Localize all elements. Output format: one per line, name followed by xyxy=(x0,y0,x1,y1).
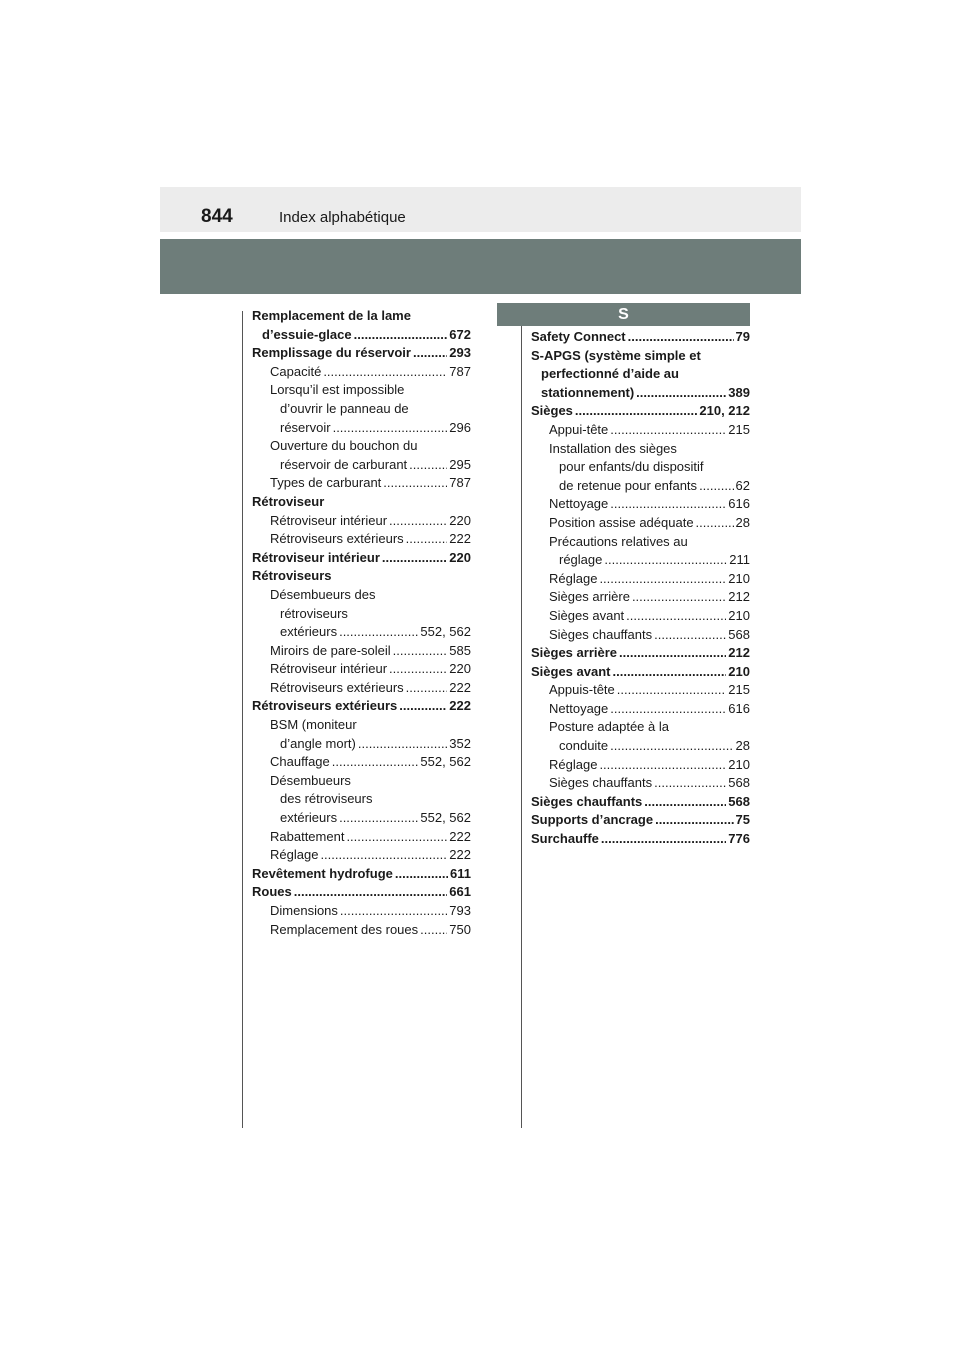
page-reference: 28 xyxy=(735,514,750,530)
index-entry xyxy=(252,437,471,474)
entry-term: Désembueurs xyxy=(270,772,351,788)
entry-term: pour enfants/du dispositif xyxy=(559,459,704,475)
dot-leader xyxy=(399,697,447,716)
center-divider xyxy=(521,311,522,1128)
dot-leader xyxy=(575,402,697,421)
entry-term: Réglage xyxy=(549,756,598,772)
entry-term: Rabattement xyxy=(270,828,345,844)
entry-term: réglage xyxy=(559,552,603,568)
index-entry xyxy=(531,774,750,793)
dot-leader xyxy=(332,753,419,772)
index-entry xyxy=(252,549,471,568)
dot-leader xyxy=(699,477,733,496)
page-reference: 776 xyxy=(728,831,750,847)
entry-term: Miroirs de pare-soleil xyxy=(270,642,391,658)
entry-term: d’essuie-glace xyxy=(262,326,352,342)
entry-term: Posture adaptée à la xyxy=(549,719,669,735)
dot-leader xyxy=(654,626,726,645)
entry-term: Rétroviseurs extérieurs xyxy=(252,698,398,714)
section-title: Index alphabétique xyxy=(279,209,406,226)
entry-term: Nettoyage xyxy=(549,496,609,512)
entry-term: perfectionné d’aide au xyxy=(541,366,679,382)
entry-term: Position assise adéquate xyxy=(549,514,694,530)
dot-leader xyxy=(389,512,447,531)
index-entry xyxy=(531,402,750,421)
index-entry xyxy=(252,753,471,772)
index-entry xyxy=(252,642,471,661)
dot-leader xyxy=(409,456,447,475)
page-reference: 215 xyxy=(728,421,750,437)
entry-term: réservoir de carburant xyxy=(280,456,408,472)
index-entry xyxy=(252,679,471,698)
entry-term: Remplacement des roues xyxy=(270,921,419,937)
page-reference: 62 xyxy=(735,477,750,493)
entry-term: conduite xyxy=(559,738,609,754)
dot-leader xyxy=(339,809,418,828)
page-reference: 210 xyxy=(728,607,750,623)
dot-leader xyxy=(636,384,726,403)
index-entry xyxy=(531,663,750,682)
dot-leader xyxy=(655,811,733,830)
entry-term: Revêtement hydrofuge xyxy=(252,865,393,881)
page-reference: 616 xyxy=(728,700,750,716)
dot-leader xyxy=(599,756,726,775)
header-bar xyxy=(160,187,801,232)
dot-leader xyxy=(617,681,727,700)
page-reference: 352 xyxy=(449,735,471,751)
index-entry xyxy=(252,344,471,363)
dot-leader xyxy=(610,737,733,756)
dot-leader xyxy=(339,623,418,642)
index-entry xyxy=(531,756,750,775)
page-reference: 210, 212 xyxy=(699,403,750,419)
entry-term: Dimensions xyxy=(270,903,338,918)
index-entry xyxy=(531,793,750,812)
index-entry xyxy=(252,772,471,828)
dot-leader xyxy=(610,700,726,719)
page-reference: 568 xyxy=(728,793,750,809)
entry-term: Sièges arrière xyxy=(549,589,630,605)
entry-term: Réglage xyxy=(270,847,319,863)
dot-leader xyxy=(420,921,447,940)
dot-leader xyxy=(333,419,448,438)
dot-leader xyxy=(294,883,448,902)
page-reference: 787 xyxy=(449,363,471,379)
dot-leader xyxy=(340,902,447,921)
entry-term: Safety Connect xyxy=(531,329,626,344)
index-entry xyxy=(252,865,471,884)
dot-leader xyxy=(389,660,447,679)
entry-term: de retenue pour enfants xyxy=(559,477,698,493)
index-entry xyxy=(531,830,750,849)
page-reference: 568 xyxy=(728,775,750,791)
entry-term: Sièges arrière xyxy=(531,645,618,661)
entry-term: Sièges chauffants xyxy=(531,793,643,809)
dot-leader xyxy=(644,793,726,812)
page-reference: 389 xyxy=(728,384,750,400)
entry-term: Remplissage du réservoir xyxy=(252,345,411,361)
entry-term: Réglage xyxy=(549,570,598,586)
index-entry xyxy=(531,440,750,496)
page-reference: 211 xyxy=(729,552,750,568)
entry-term: Rétroviseurs extérieurs xyxy=(270,531,404,547)
index-entry xyxy=(252,902,471,921)
entry-term: d’angle mort) xyxy=(280,735,356,751)
dot-leader xyxy=(604,551,727,570)
entry-term: Rétroviseurs xyxy=(252,568,332,584)
dot-leader xyxy=(610,495,726,514)
index-entry xyxy=(252,512,471,531)
page-reference: 212 xyxy=(728,589,750,605)
index-entry xyxy=(252,567,471,586)
index-entry xyxy=(531,347,750,403)
index-entry xyxy=(252,530,471,549)
index-entry xyxy=(252,716,471,753)
entry-term: Chauffage xyxy=(270,754,330,770)
entry-term: réservoir xyxy=(280,419,331,435)
dot-leader xyxy=(626,607,726,626)
index-entry xyxy=(252,921,471,940)
entry-term: Sièges xyxy=(531,403,573,419)
page-reference: 75 xyxy=(735,812,750,828)
entry-term: extérieurs xyxy=(280,624,338,640)
index-entry xyxy=(252,846,471,865)
dot-leader xyxy=(696,514,734,533)
dot-leader xyxy=(610,421,726,440)
dot-leader xyxy=(632,588,726,607)
index-entry xyxy=(531,718,750,755)
dot-leader xyxy=(393,642,448,661)
dot-leader xyxy=(613,663,727,682)
index-entry xyxy=(252,697,471,716)
entry-term: Types de carburant xyxy=(270,475,382,491)
entry-term: Rétroviseurs extérieurs xyxy=(270,679,404,695)
page-reference: 210 xyxy=(728,663,750,679)
entry-term: Sièges avant xyxy=(549,607,625,623)
entry-term: Rétroviseur xyxy=(252,493,325,509)
entry-term: Lorsqu’il est impossible xyxy=(270,382,405,398)
page-reference: 222 xyxy=(449,847,471,863)
letter-tab-s: S xyxy=(497,303,750,326)
page-reference: 220 xyxy=(449,512,471,528)
entry-term: S-APGS (système simple et xyxy=(531,347,701,363)
page-reference: 672 xyxy=(449,326,471,342)
page-number: 844 xyxy=(201,206,233,227)
entry-term: Appui-tête xyxy=(549,421,609,437)
entry-term: BSM (moniteur xyxy=(270,717,357,733)
dot-leader xyxy=(354,326,448,345)
page-reference: 222 xyxy=(449,679,471,695)
entry-term: Capacité xyxy=(270,363,322,379)
entry-term: Sièges chauffants xyxy=(549,775,653,791)
dot-leader xyxy=(654,774,726,793)
entry-term: Rétroviseur intérieur xyxy=(252,549,380,565)
entry-term: Nettoyage xyxy=(549,700,609,716)
page-reference: 750 xyxy=(449,921,471,937)
page-reference: 293 xyxy=(449,345,471,361)
index-entry xyxy=(252,586,471,642)
entry-term: Roues xyxy=(252,884,292,900)
page-reference: 215 xyxy=(728,682,750,698)
entry-term: Ouverture du bouchon du xyxy=(270,438,418,454)
dot-leader xyxy=(413,344,447,363)
dot-leader xyxy=(323,363,447,382)
index-entry xyxy=(531,644,750,663)
dot-leader xyxy=(406,679,448,698)
page-reference: 552, 562 xyxy=(420,810,471,826)
page-reference: 296 xyxy=(449,419,471,435)
left-divider xyxy=(242,311,243,1128)
index-entry xyxy=(531,514,750,533)
page-reference: 568 xyxy=(728,626,750,642)
entry-term: Rétroviseur intérieur xyxy=(270,512,388,528)
page-reference: 793 xyxy=(449,903,471,918)
page-reference: 210 xyxy=(728,570,750,586)
dot-leader xyxy=(406,530,448,549)
entry-term: Précautions relatives au xyxy=(549,533,688,549)
page-reference: 220 xyxy=(449,661,471,677)
dot-leader xyxy=(383,474,447,493)
page-reference: 611 xyxy=(450,865,471,881)
entry-term: Sièges chauffants xyxy=(549,626,653,642)
entry-term: Sièges avant xyxy=(531,663,611,679)
index-entry xyxy=(531,607,750,626)
entry-term: Supports d’ancrage xyxy=(531,812,654,828)
page-reference: 28 xyxy=(735,738,750,754)
index-entry xyxy=(252,493,471,512)
index-entry xyxy=(531,626,750,645)
dot-leader xyxy=(395,865,448,884)
index-entry xyxy=(531,421,750,440)
entry-term: extérieurs xyxy=(280,810,338,826)
page-reference: 222 xyxy=(449,531,471,547)
index-entry xyxy=(252,381,471,437)
dot-leader xyxy=(320,846,447,865)
page-reference: 222 xyxy=(449,698,471,714)
page-reference: 787 xyxy=(449,475,471,491)
entry-term: rétroviseurs xyxy=(280,605,348,621)
index-entry xyxy=(531,533,750,570)
index-entry xyxy=(531,328,750,347)
page-reference: 552, 562 xyxy=(420,754,471,770)
page-reference: 661 xyxy=(449,884,471,900)
entry-term: des rétroviseurs xyxy=(280,791,373,807)
entry-term: Installation des sièges xyxy=(549,440,677,456)
index-entry xyxy=(252,883,471,902)
dot-leader xyxy=(599,570,726,589)
page-reference: 552, 562 xyxy=(420,624,471,640)
index-entry xyxy=(531,700,750,719)
header-band xyxy=(160,239,801,294)
dot-leader xyxy=(358,735,447,754)
entry-term: Désembueurs des xyxy=(270,586,376,602)
page-reference: 295 xyxy=(449,456,471,472)
page-reference: 210 xyxy=(728,756,750,772)
index-entry xyxy=(252,828,471,847)
index-entry xyxy=(252,474,471,493)
dot-leader xyxy=(601,830,726,849)
index-entry xyxy=(531,681,750,700)
page-reference: 222 xyxy=(449,828,471,844)
dot-leader xyxy=(346,828,447,847)
index-column-left xyxy=(252,307,471,939)
dot-leader xyxy=(619,644,726,663)
index-entry xyxy=(252,660,471,679)
entry-term: Rétroviseur intérieur xyxy=(270,661,388,677)
entry-term: Appuis-tête xyxy=(549,682,615,698)
index-column-right xyxy=(531,328,750,849)
index-entry xyxy=(531,811,750,830)
index-entry xyxy=(531,588,750,607)
page-reference: 212 xyxy=(728,645,750,661)
page-reference: 616 xyxy=(728,496,750,512)
entry-term: Remplacement de la lame xyxy=(252,308,411,323)
page-reference: 585 xyxy=(449,642,471,658)
index-entry xyxy=(252,363,471,382)
dot-leader xyxy=(382,549,447,568)
page-reference: 79 xyxy=(735,329,750,344)
index-entry xyxy=(531,495,750,514)
page-reference: 220 xyxy=(449,549,471,565)
entry-term: Surchauffe xyxy=(531,831,599,847)
entry-term: stationnement) xyxy=(541,384,635,400)
index-entry xyxy=(531,570,750,589)
dot-leader xyxy=(628,328,734,347)
index-entry xyxy=(252,307,471,344)
entry-term: d’ouvrir le panneau de xyxy=(280,400,409,416)
